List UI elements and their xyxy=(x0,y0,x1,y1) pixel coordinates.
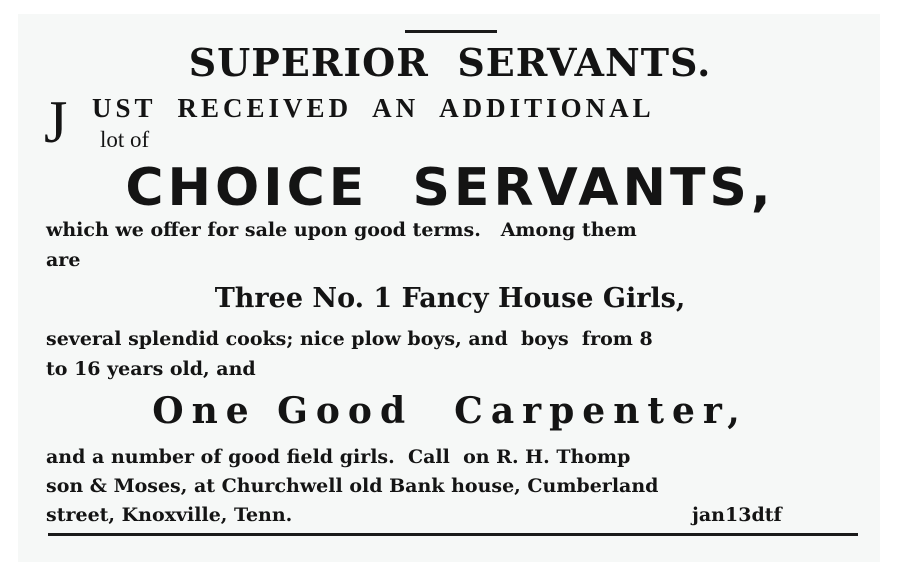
bottom-rule xyxy=(48,533,858,536)
offer-line-2: are xyxy=(46,249,81,271)
featured-line-carpenter: One Good Carpenter, xyxy=(152,390,748,432)
ad-heading: SUPERIOR SERVANTS. xyxy=(188,40,712,85)
lot-of-text: lot of xyxy=(100,127,150,152)
cooks-line-1: several splendid cooks; nice plow boys, and boys from 8 xyxy=(46,328,653,350)
featured-line-house-girls: Three No. 1 Fancy House Girls, xyxy=(214,283,686,314)
top-rule xyxy=(405,30,497,33)
call-line-2: son & Moses, at Churchwell old Bank house, Cumberland xyxy=(46,475,659,497)
cooks-line-2: to 16 years old, and xyxy=(46,358,256,380)
main-heading: CHOICE SERVANTS, xyxy=(125,158,775,218)
insertion-code: jan13dtf xyxy=(692,504,782,526)
ad-subheading: UST RECEIVED AN ADDITIONAL xyxy=(92,93,655,123)
offer-line-1: which we offer for sale upon good terms. Among them xyxy=(46,219,637,241)
drop-cap: J xyxy=(44,89,68,155)
call-line-1: and a number of good field girls. Call on R. H. Thomp xyxy=(46,446,631,468)
call-line-3: street, Knoxville, Tenn. xyxy=(46,504,293,526)
